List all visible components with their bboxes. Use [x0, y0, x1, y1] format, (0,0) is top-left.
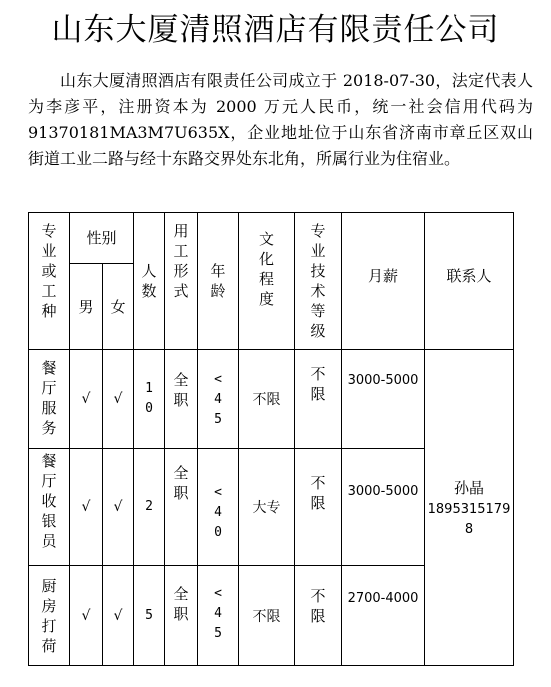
cell-specialty: 餐厅收银员 — [29, 449, 70, 566]
cell-count: 2 — [134, 449, 165, 566]
table-row — [29, 350, 514, 449]
cell-female: √ — [103, 566, 134, 666]
cell-skill-level: 不限 — [295, 350, 342, 449]
cell-male: √ — [70, 449, 103, 566]
cell-count: 5 — [134, 566, 165, 666]
header-specialty: 专业或工种 — [29, 213, 70, 350]
cell-education: 不限 — [239, 350, 295, 449]
company-intro-paragraph: 山东大厦清照酒店有限责任公司成立于 2018-07-30，法定代表人为李彦平，注册资本为 2000 万元人民币，统一社会信用代码为 91370181MA3M7U635X，企业地址位于山东省济南市章丘区双山街道工业二路与经十东路交界处东北角，所属行业为住宿业。 — [28, 71, 533, 168]
cell-female: √ — [103, 350, 134, 449]
cell-age: <45 — [198, 566, 239, 666]
table-header-row — [29, 213, 514, 264]
cell-female: √ — [103, 449, 134, 566]
contact-name: 孙晶 — [453, 478, 484, 497]
cell-specialty: 厨房打荷 — [29, 566, 70, 666]
cell-salary: 3000-5000 — [342, 449, 425, 566]
header-age: 年龄 — [198, 213, 239, 350]
cell-employment: 全职 — [165, 350, 198, 449]
header-skill-level: 专业技术等级 — [295, 213, 342, 350]
cell-age: <45 — [198, 350, 239, 449]
recruitment-table — [28, 212, 514, 666]
cell-salary: 2700-4000 — [342, 566, 425, 666]
cell-male: √ — [70, 350, 103, 449]
document-title: 山东大厦清照酒店有限责任公司 — [51, 12, 500, 48]
header-employment: 用工形式 — [165, 213, 198, 350]
cell-specialty: 餐厅服务 — [29, 350, 70, 449]
header-male: 男 — [70, 264, 103, 350]
cell-employment: 全职 — [165, 449, 198, 566]
cell-salary: 3000-5000 — [342, 350, 425, 449]
cell-skill-level: 不限 — [295, 449, 342, 566]
header-gender: 性别 — [70, 213, 134, 264]
cell-count: 10 — [134, 350, 165, 449]
header-education: 文化程度 — [239, 213, 295, 350]
cell-employment: 全职 — [165, 566, 198, 666]
cell-contact — [425, 350, 514, 666]
header-female: 女 — [103, 264, 134, 350]
header-salary: 月薪 — [342, 213, 425, 350]
cell-age: <40 — [198, 449, 239, 566]
cell-education: 不限 — [239, 566, 295, 666]
cell-skill-level: 不限 — [295, 566, 342, 666]
header-contact: 联系人 — [425, 213, 514, 350]
header-count: 人数 — [134, 213, 165, 350]
cell-education: 大专 — [239, 449, 295, 566]
cell-male: √ — [70, 566, 103, 666]
contact-phone: 18953151798 — [427, 501, 511, 537]
